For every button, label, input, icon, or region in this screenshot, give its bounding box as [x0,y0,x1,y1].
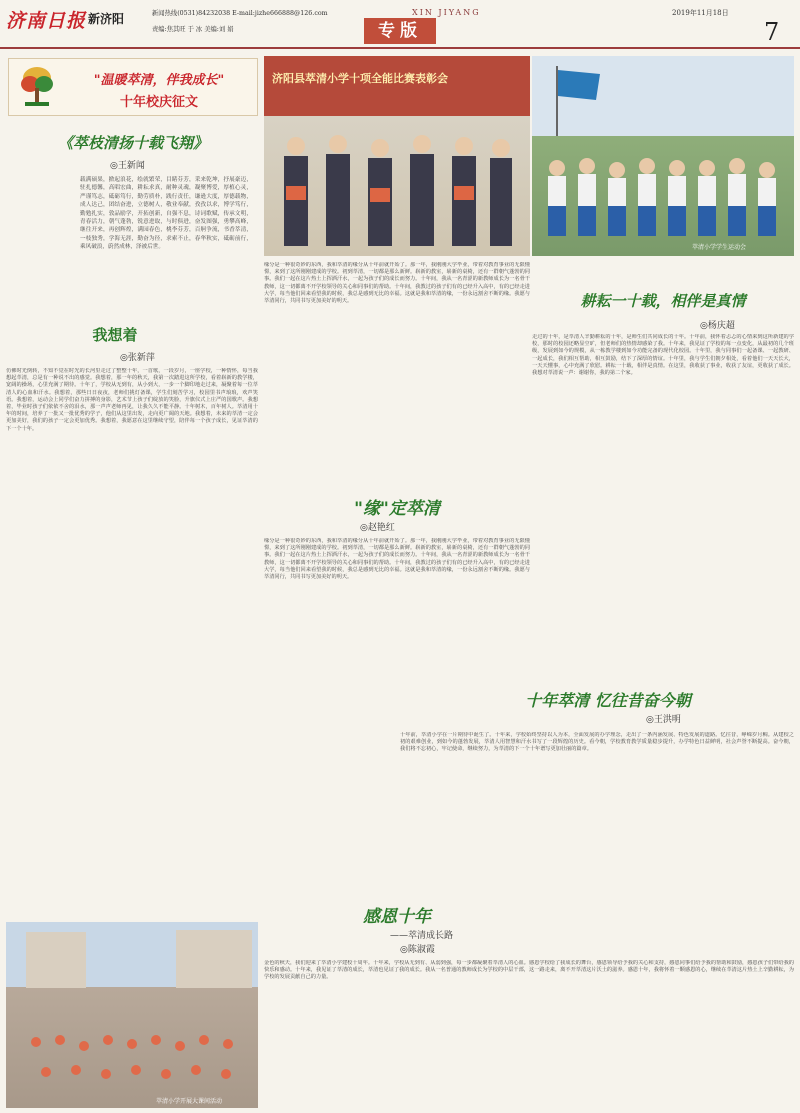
article6-author: ◎陈淑霞 [400,945,435,955]
award-photo-banner: 济阳县萃清小学十项全能比赛表彰会 [272,72,448,85]
banner-subtitle: 十年校庆征文 [119,95,198,110]
article4-title: "缘"定萃清 [354,499,440,519]
article1-author: ◎王新闻 [110,161,145,171]
middle-column-text: 缘分是一种很奇妙的东西，我和萃清的缘分从十年前就开始了。那一年，我刚刚大学毕业，带着对教育事业的无限憧憬，来到了这所刚刚建成的学校。初到萃清，一切都是那么新鲜。崭新的教室，崭新的桌椅，还有一群朝气蓬勃的同事。我们一起在这片热土上挥洒汗水，一起为孩子们的成长而努力。十年间，我从一名青涩的新教师成长为一名骨干教师，这一切都离不开学校领导的关心和同事们的帮助。十年间，我教过的孩子们有的已经升入高中，有的已经走进大学，每当他们回来看望我的时候，我总是感到无比的幸福。这就是我和萃清的缘，一份永远割舍不断的缘。我愿与萃清同行，共同书写更加美好的明天。 [264,262,530,305]
sports-photo [532,56,794,256]
anniversary-banner [8,58,258,116]
banner-title: "温暖萃清，伴我成长" [93,73,225,88]
flag-icon [552,66,602,136]
award-photo [264,56,530,256]
tree-logo-icon [17,64,57,110]
header-rule [0,47,800,49]
date: 2019年11月18日 [672,9,729,17]
article5-body: 十年前，萃清小学在一片期待中诞生了。十年来，学校始终坚持以人为本，全面发展的办学理念，走出了一条内涵发展、特色发展的道路。忆往昔，峥嵘岁月稠。从建校之初的艰难创业，到如今的蓬勃发展，萃清人用智慧和汗水书写了一段辉煌的历史。看今朝，学校教育教学质量稳步提升，办学特色日益鲜明，社会声誉不断提高。奋今朝，我们将不忘初心，牢记使命，继续努力，为萃清的下一个十年谱写更加壮丽的篇章。 [400,732,794,753]
article6-body: 金色的秋天，我们迎来了萃清小学建校十周年。十年来，学校从无到有、从弱到强，每一步都凝聚着萃清人的心血。感恩学校给了我成长的舞台，感恩领导给予我的关心和支持，感恩同事们给予我的帮助和鼓励，感恩孩子们带给我的快乐和感动。十年来，我见证了萃清的成长，萃清也见证了我的成长。我从一名普通的教师成长为学校的中层干部，这一路走来，离不开萃清这片沃土的滋养。感恩十年，我将怀着一颗感恩的心，继续在萃清这片热土上辛勤耕耘，为学校的发展贡献自己的力量。 [264,960,794,981]
article1-poem: 载满硕果，掀起浪花，绘就繁荣，目睹芬芳，采来乾坤，抒展豪迈，驻扎德馨，高唱宏曲，耕耘求真，耐种灵魂，凝聚博爱，厚植心灵，严谨笃志，砥砺笃行，勤劳质朴，践行责任，谦逊大度，厚德载物，成人达己，团结奋进，立德树人，敬业奉献，孜孜以求，博学笃行，勤勉扎实，敦品励学，开拓创新，自强不息，诗词歌赋，传承文明，青春活力，朝气蓬勃，锐意进取，与时俱进，奋发图强，勇攀高峰，继往开来，再创辉煌，满园春色，桃李芬芳，百舸争流，书香萃清，一枝独秀，学海无涯，勤奋为径，求索不止，春华秋实，砥砺前行，乘风破浪，蔚然成林，泽被后世。 [80,177,252,251]
article1-title: 《萃枝清扬十载飞翔》 [57,134,208,152]
article4-body: 缘分是一种很奇妙的东西，我和萃清的缘分从十年前就开始了。那一年，我刚刚大学毕业，带着对教育事业的无限憧憬，来到了这所刚刚建成的学校。初到萃清，一切都是那么新鲜。崭新的教室，崭新的桌椅，还有一群朝气蓬勃的同事。我们一起在这片热土上挥洒汗水，一起为孩子们的成长而努力。十年间，我从一名青涩的新教师成长为一名骨干教师，这一切都离不开学校领导的关心和同事们的帮助。十年间，我教过的孩子们有的已经升入高中，有的已经走进大学，每当他们回来看望我的时候，我总是感到无比的幸福。这就是我和萃清的缘，一份永远割舍不断的缘。我愿与萃清同行，共同书写更加美好的明天。 [264,538,530,581]
section-title: 专版 [364,18,436,44]
page-number: 7 [764,18,780,46]
newspaper-logo: 济南日报 [6,10,87,32]
masthead [0,0,800,48]
pinyin: XIN JIYANG [412,8,481,17]
editors: 责编:焦其旺 于 冰 美编:刘 娟 [152,26,234,33]
article3-title: 耕耘一十载，相伴是真情 [580,292,746,310]
article6-title: 感恩十年 [363,907,431,927]
article4-author: ◎赵艳红 [360,523,395,533]
article3-body: 走过的十年，是萃清人辛勤耕耘的十年，是师生们共同成长的十年。十年前，我怀着忐忑的心情来到这所新建的学校，那时的校园还略显空旷，但老师们的热情却感染了我。十年来，我见证了学校的每一点变化，从最初的几个班级，发展到如今的规模，从一栋教学楼到如今功能完备的现代化校园。十年里，我与同事们一起备课、一起教研、一起成长，我们相互帮助，相互鼓励，结下了深厚的情谊。十年里，我与学生们朝夕相处，看着他们一天天长大，一天天懂事，心中充满了欣慰。耕耘一十载，相伴是真情。在这里，我收获了事业，收获了友谊，更收获了成长。我想对萃清说一声：谢谢你，我的第二个家。 [532,334,794,377]
article2-author: ◎张新萍 [120,353,155,363]
article3-author: ◎杨庆超 [700,321,735,331]
article6-subtitle: ——萃清成长路 [390,931,454,941]
activity-photo-caption: 萃清小学开展大课间活动 [156,1098,223,1105]
article2-title: 我想着 [92,326,138,344]
logo-sub: 新济阳 [88,12,125,26]
people-row [274,126,520,250]
students-group [538,146,788,246]
article5-title: 十年萃清 忆往昔奋今朝 [525,691,691,710]
sports-photo-caption: 萃清小学学生运动会 [692,244,747,251]
hotline: 新闻热线(0531)84232038 E-mail:jizhe666888@126.com [152,10,328,17]
article5-author: ◎王洪明 [646,715,681,725]
article2-body: 仿佛时光倒转，不知不觉在时光的长河里走过了整整十年，一首歌，一段岁月，一座学校，一种情怀，每当我想起萃清，总是有一种说不出的感觉。我想着，那一年的秋天，我第一次踏进这所学校，看着崭新的教学楼，宽阔的操场，心里充满了期待。十年了，学校从无到有，从小到大，一步一个脚印地走过来，凝聚着每一位萃清人的心血和汗水。我想着，那些日日夜夜，老师们挑灯备课，学生们刻苦学习，校园里书声琅琅，欢声笑语。我想着，运动会上同学们奋力拼搏的身影，艺术节上孩子们绽放的笑脸，升旗仪式上庄严的国歌声。我想着，毕业时孩子们依依不舍的泪水，那一声声老师再见，让我久久不能平静。十年树木，百年树人。萃清用十年的时间，培养了一批又一批优秀的学子，他们从这里出发，走向更广阔的天地。我想着，未来的萃清一定会更加美好，我们的孩子一定会更加优秀。我想着，我愿意在这里继续守望，陪伴每一个孩子成长，见证萃清的下一个十年。 [6,368,258,432]
activity-photo [6,922,258,1108]
